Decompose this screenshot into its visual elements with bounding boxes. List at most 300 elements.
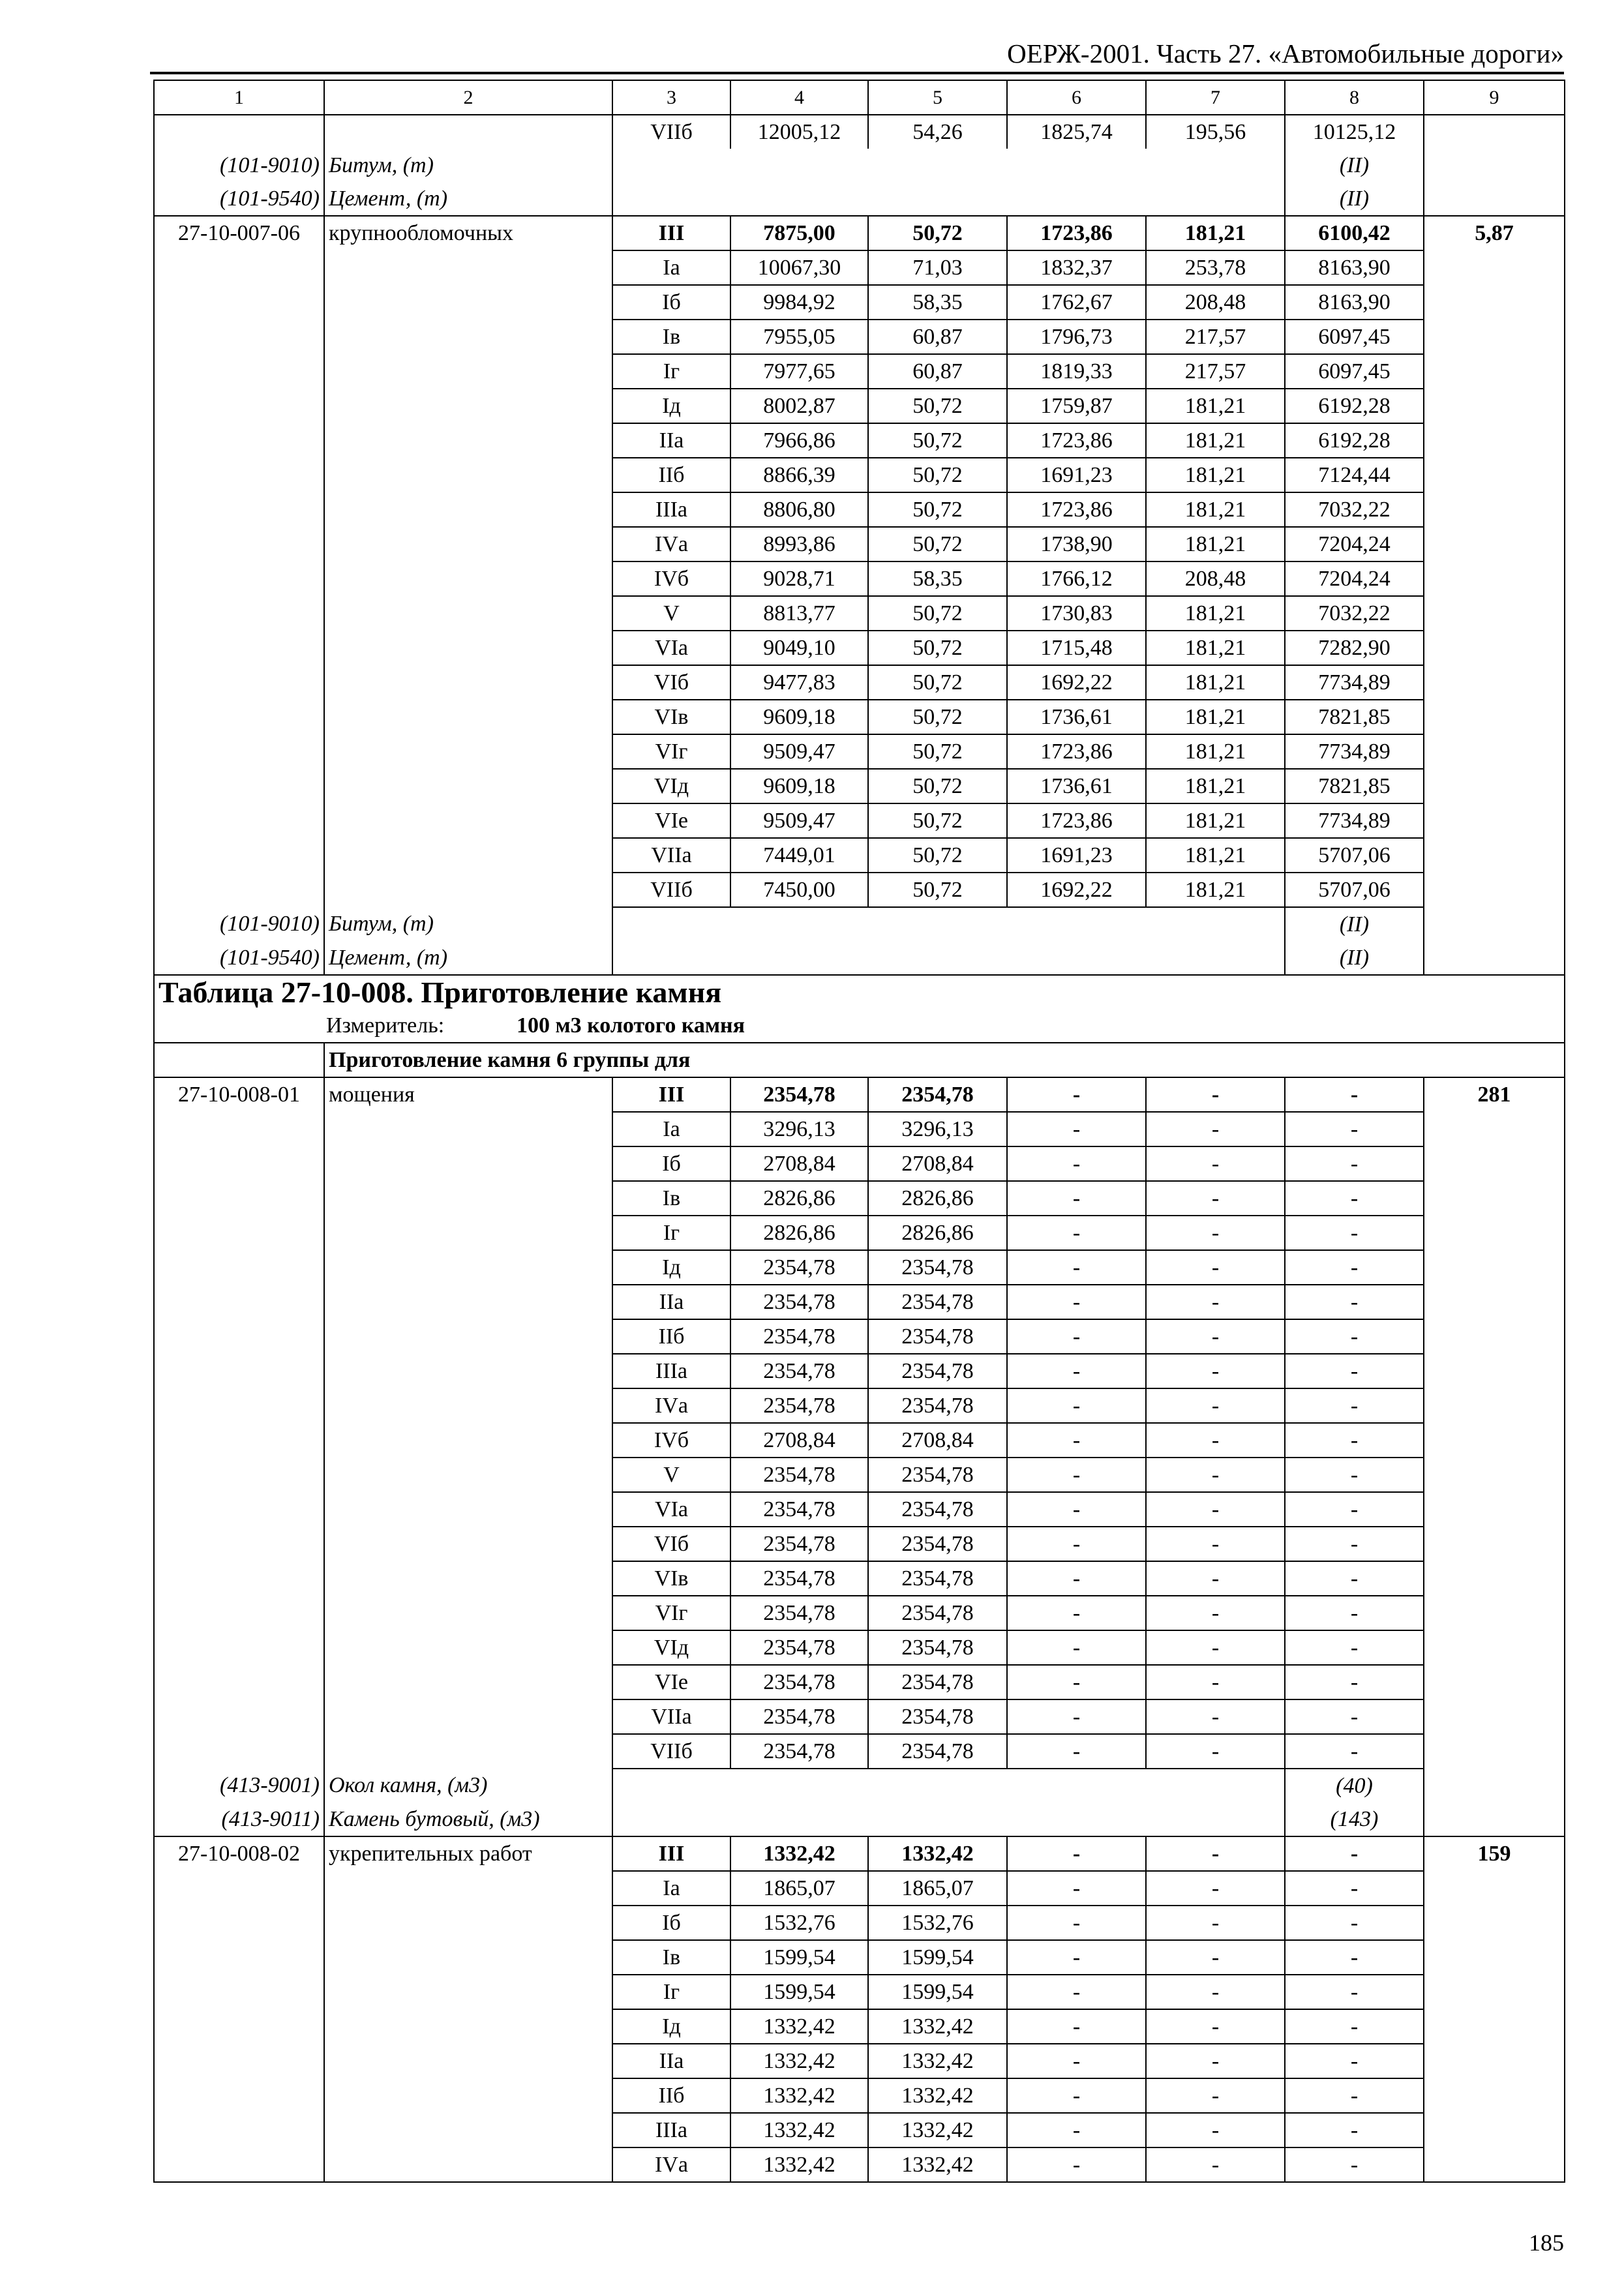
rate-row (154, 803, 1565, 838)
rate-row (154, 1975, 1565, 2009)
empty-cell (154, 1561, 324, 1596)
empty-cell (324, 1458, 612, 1492)
empty-cell (324, 250, 612, 285)
section-row (154, 1043, 1565, 1077)
rate-value: 1532,76 (730, 1906, 868, 1940)
rates-table (153, 80, 1565, 2183)
material-name: Цемент, (т) (324, 182, 612, 216)
rate-value: 7821,85 (1285, 769, 1424, 803)
rate-value: - (1146, 1077, 1285, 1112)
empty-cell (612, 149, 1285, 182)
rate-value: 58,35 (868, 285, 1007, 320)
empty-cell (154, 838, 324, 873)
zone-label: Iб (612, 1146, 730, 1181)
empty-cell (154, 631, 324, 665)
rate-row (154, 250, 1565, 285)
rate-value: 1599,54 (730, 1940, 868, 1975)
empty-cell (1424, 838, 1565, 873)
rate-value: 181,21 (1146, 873, 1285, 907)
rate-value: - (1007, 1734, 1146, 1769)
rate-value: 1692,22 (1007, 873, 1146, 907)
header-divider (150, 72, 1564, 74)
rate-value: 50,72 (868, 631, 1007, 665)
column-number: 6 (1007, 80, 1146, 115)
rate-value: - (1146, 1146, 1285, 1181)
empty-cell (154, 2147, 324, 2182)
empty-cell (324, 1906, 612, 1940)
zone-label: IVа (612, 2147, 730, 2182)
empty-cell (1424, 1388, 1565, 1423)
zone-label: VIд (612, 1630, 730, 1665)
empty-cell (324, 2078, 612, 2113)
empty-cell (324, 1871, 612, 1906)
empty-cell (324, 527, 612, 561)
rate-value: 1691,23 (1007, 458, 1146, 492)
rate-value: 217,57 (1146, 354, 1285, 389)
rate-value: 1723,86 (1007, 492, 1146, 527)
empty-cell (1424, 873, 1565, 907)
empty-cell (154, 1906, 324, 1940)
rate-row (154, 1630, 1565, 1665)
empty-cell (154, 561, 324, 596)
rate-value: 2354,78 (868, 1319, 1007, 1354)
rate-value: - (1146, 2044, 1285, 2078)
empty-cell (324, 285, 612, 320)
rate-value: - (1007, 1354, 1146, 1388)
material-name: Камень бутовый, (м3) (324, 1803, 612, 1836)
empty-cell (324, 492, 612, 527)
rate-value: 1736,61 (1007, 700, 1146, 734)
rate-value: 6097,45 (1285, 354, 1424, 389)
rate-value: - (1007, 2113, 1146, 2147)
empty-cell (154, 734, 324, 769)
table-title-row (154, 975, 1565, 1009)
material-quantity: (II) (1285, 149, 1424, 182)
zone-label: VIг (612, 1596, 730, 1630)
rate-value: 8002,87 (730, 389, 868, 423)
rate-value: 6100,42 (1285, 216, 1424, 250)
empty-cell (324, 769, 612, 803)
rate-value: 1599,54 (868, 1940, 1007, 1975)
empty-cell (154, 769, 324, 803)
rate-value: - (1007, 1699, 1146, 1734)
rate-value: 2354,78 (868, 1527, 1007, 1561)
rate-value: 50,72 (868, 423, 1007, 458)
empty-cell (612, 182, 1285, 216)
zone-label: Iб (612, 285, 730, 320)
rate-value: - (1146, 1527, 1285, 1561)
rate-value: 8806,80 (730, 492, 868, 527)
rate-row (154, 1458, 1565, 1492)
rate-row (154, 631, 1565, 665)
rate-value: 1332,42 (868, 2147, 1007, 2182)
rate-value: 50,72 (868, 389, 1007, 423)
rate-value: - (1007, 1630, 1146, 1665)
empty-cell (612, 1769, 1285, 1803)
rate-value: 1723,86 (1007, 423, 1146, 458)
rate-value: 2354,78 (730, 1319, 868, 1354)
rate-value: 12005,12 (730, 115, 868, 149)
rate-value: 2354,78 (868, 1630, 1007, 1665)
zone-label: V (612, 1458, 730, 1492)
empty-cell (1424, 1803, 1565, 1836)
rate-value: 2354,78 (868, 1665, 1007, 1699)
empty-cell (324, 1940, 612, 1975)
material-row (154, 149, 1565, 182)
rate-value: 2354,78 (730, 1527, 868, 1561)
rate-value: 7124,44 (1285, 458, 1424, 492)
rate-value: 2708,84 (868, 1146, 1007, 1181)
zone-label: VIа (612, 1492, 730, 1527)
rate-value: - (1146, 1216, 1285, 1250)
rate-value: - (1285, 2009, 1424, 2044)
empty-cell (1424, 285, 1565, 320)
zone-label: Iд (612, 1250, 730, 1285)
rate-value: - (1007, 2044, 1146, 2078)
material-row (154, 1803, 1565, 1836)
rate-value: 2354,78 (868, 1734, 1007, 1769)
rate-value: 2826,86 (868, 1216, 1007, 1250)
rate-value: 1332,42 (730, 2147, 868, 2182)
empty-cell (1424, 354, 1565, 389)
rate-row (154, 1388, 1565, 1423)
empty-cell (1424, 389, 1565, 423)
rate-value: - (1007, 1388, 1146, 1423)
rate-value: 181,21 (1146, 803, 1285, 838)
rate-name: укрепительных работ (324, 1836, 612, 1871)
rate-value: - (1007, 1871, 1146, 1906)
rate-row (154, 1250, 1565, 1285)
rate-value: - (1007, 1975, 1146, 2009)
rate-value: - (1007, 1596, 1146, 1630)
rate-value: 1865,07 (730, 1871, 868, 1906)
empty-cell (324, 2009, 612, 2044)
empty-cell (1424, 941, 1565, 975)
empty-cell (154, 1285, 324, 1319)
empty-cell (154, 1492, 324, 1527)
rate-value: 181,21 (1146, 423, 1285, 458)
rate-value: 7204,24 (1285, 527, 1424, 561)
zone-label: Iв (612, 1940, 730, 1975)
empty-cell (324, 1388, 612, 1423)
rate-value: 60,87 (868, 354, 1007, 389)
rate-value: 50,72 (868, 873, 1007, 907)
zone-label: III (612, 1836, 730, 1871)
rate-value: 7966,86 (730, 423, 868, 458)
empty-cell (154, 2078, 324, 2113)
rate-value: - (1007, 1561, 1146, 1596)
rate-value: 50,72 (868, 769, 1007, 803)
empty-cell (154, 1250, 324, 1285)
zone-label: Iд (612, 389, 730, 423)
rate-value: - (1146, 1940, 1285, 1975)
rate-value: - (1146, 2147, 1285, 2182)
rate-value: - (1285, 1975, 1424, 2009)
zone-label: VIд (612, 769, 730, 803)
rate-code: 27-10-008-02 (154, 1836, 324, 1871)
empty-cell (154, 250, 324, 285)
empty-cell (324, 1423, 612, 1458)
rate-value: 8163,90 (1285, 250, 1424, 285)
empty-cell (154, 2009, 324, 2044)
column-number: 1 (154, 80, 324, 115)
rate-value: - (1285, 1319, 1424, 1354)
empty-cell (324, 458, 612, 492)
rate-value: - (1007, 1492, 1146, 1527)
zone-label: IIб (612, 458, 730, 492)
rate-value: 181,21 (1146, 389, 1285, 423)
rate-extra: 5,87 (1424, 216, 1565, 250)
rate-value: 50,72 (868, 734, 1007, 769)
empty-cell (324, 1216, 612, 1250)
rate-value: 50,72 (868, 700, 1007, 734)
rate-row (154, 1146, 1565, 1181)
rate-value: - (1007, 1146, 1146, 1181)
rate-value: 2354,78 (868, 1077, 1007, 1112)
empty-cell (154, 1216, 324, 1250)
rate-row (154, 216, 1565, 250)
rate-value: 2354,78 (868, 1354, 1007, 1388)
empty-cell (1424, 1871, 1565, 1906)
empty-cell (324, 1734, 612, 1769)
rates-table-body (154, 80, 1565, 2182)
column-number: 2 (324, 80, 612, 115)
rate-value: - (1007, 1077, 1146, 1112)
unit-row (154, 1009, 1565, 1043)
material-code: (413-9001) (154, 1769, 324, 1803)
empty-cell (1424, 1492, 1565, 1527)
rate-value: 1332,42 (730, 2113, 868, 2147)
rate-value: - (1146, 1734, 1285, 1769)
rate-value: - (1146, 1181, 1285, 1216)
rate-row (154, 1665, 1565, 1699)
column-number-row (154, 80, 1565, 115)
rate-row (154, 1596, 1565, 1630)
rate-row (154, 700, 1565, 734)
rate-value: - (1285, 1112, 1424, 1146)
rate-value: 5707,06 (1285, 838, 1424, 873)
empty-cell (1424, 907, 1565, 941)
empty-cell (154, 1975, 324, 2009)
rate-value: - (1285, 1077, 1424, 1112)
empty-cell (1424, 1734, 1565, 1769)
rate-value: 9609,18 (730, 700, 868, 734)
page-number: 185 (1529, 2230, 1564, 2256)
rate-value: 7875,00 (730, 216, 868, 250)
empty-cell (324, 1630, 612, 1665)
rate-value: 1865,07 (868, 1871, 1007, 1906)
rate-value: - (1007, 1906, 1146, 1940)
rate-extra: 159 (1424, 1836, 1565, 1871)
rate-row (154, 354, 1565, 389)
empty-cell (154, 1423, 324, 1458)
rate-value: - (1285, 1354, 1424, 1388)
rate-value: 6097,45 (1285, 320, 1424, 354)
rate-value: 1332,42 (868, 2044, 1007, 2078)
material-row (154, 907, 1565, 941)
rate-value: 2354,78 (868, 1388, 1007, 1423)
rate-row (154, 1285, 1565, 1319)
zone-label: Iг (612, 1975, 730, 2009)
zone-label: IIа (612, 2044, 730, 2078)
unit-value: 100 м3 колотого камня (517, 1013, 745, 1038)
rate-row (154, 2113, 1565, 2147)
rate-value: 8866,39 (730, 458, 868, 492)
rate-value: 9509,47 (730, 803, 868, 838)
empty-cell (1424, 115, 1565, 149)
empty-cell (324, 354, 612, 389)
rate-value: 2826,86 (868, 1181, 1007, 1216)
zone-label: IIб (612, 2078, 730, 2113)
rate-name: крупнообломочных (324, 216, 612, 250)
empty-cell (154, 1871, 324, 1906)
rate-value: 181,21 (1146, 596, 1285, 631)
empty-cell (154, 1181, 324, 1216)
empty-cell (154, 2044, 324, 2078)
rate-value: 7032,22 (1285, 492, 1424, 527)
empty-cell (1424, 182, 1565, 216)
rate-value: - (1146, 1388, 1285, 1423)
rate-code: 27-10-007-06 (154, 216, 324, 250)
rate-value: 1332,42 (868, 2078, 1007, 2113)
rate-value: - (1146, 1665, 1285, 1699)
zone-label: VIг (612, 734, 730, 769)
empty-cell (324, 2044, 612, 2078)
rate-value: 7734,89 (1285, 734, 1424, 769)
rate-value: 181,21 (1146, 838, 1285, 873)
rate-value: 7449,01 (730, 838, 868, 873)
rate-value: 2354,78 (730, 1250, 868, 1285)
empty-cell (1424, 1354, 1565, 1388)
rate-value: 253,78 (1146, 250, 1285, 285)
rate-value: 195,56 (1146, 115, 1285, 149)
rate-value: - (1285, 1492, 1424, 1527)
rate-value: 50,72 (868, 838, 1007, 873)
empty-cell (154, 527, 324, 561)
rate-value: 1332,42 (730, 2009, 868, 2044)
rate-value: - (1285, 1146, 1424, 1181)
rate-value: 181,21 (1146, 734, 1285, 769)
rate-row (154, 838, 1565, 873)
empty-cell (154, 1458, 324, 1492)
zone-label: VIIа (612, 1699, 730, 1734)
rate-value: 2354,78 (730, 1561, 868, 1596)
rate-value: 1532,76 (868, 1906, 1007, 1940)
material-quantity: (II) (1285, 907, 1424, 941)
rate-value: - (1285, 1423, 1424, 1458)
rate-row (154, 1216, 1565, 1250)
rate-value: 9984,92 (730, 285, 868, 320)
material-quantity: (II) (1285, 941, 1424, 975)
empty-cell (324, 115, 612, 149)
rate-row (154, 596, 1565, 631)
empty-cell (324, 803, 612, 838)
rate-value: - (1285, 2078, 1424, 2113)
empty-cell (1424, 1181, 1565, 1216)
rate-value: - (1285, 2113, 1424, 2147)
rate-value: - (1146, 1871, 1285, 1906)
rate-row (154, 1527, 1565, 1561)
zone-label: VIб (612, 665, 730, 700)
zone-label: IIа (612, 423, 730, 458)
empty-cell (1424, 1665, 1565, 1699)
empty-cell (154, 803, 324, 838)
rate-value: - (1285, 1665, 1424, 1699)
rate-value: 58,35 (868, 561, 1007, 596)
rate-value: 1832,37 (1007, 250, 1146, 285)
rate-value: 1332,42 (868, 1836, 1007, 1871)
rate-value: 2354,78 (868, 1492, 1007, 1527)
rate-value: 2354,78 (730, 1354, 868, 1388)
empty-cell (154, 1734, 324, 1769)
rate-value: 1715,48 (1007, 631, 1146, 665)
rate-value: - (1007, 1319, 1146, 1354)
rate-value: - (1146, 1354, 1285, 1388)
rate-value: 1599,54 (868, 1975, 1007, 2009)
rate-value: 1332,42 (868, 2009, 1007, 2044)
rate-value: 181,21 (1146, 492, 1285, 527)
rate-value: 181,21 (1146, 665, 1285, 700)
zone-label: IVб (612, 1423, 730, 1458)
empty-cell (1424, 596, 1565, 631)
rate-value: 208,48 (1146, 561, 1285, 596)
rate-value: 2354,78 (730, 1734, 868, 1769)
rate-value: 2708,84 (730, 1423, 868, 1458)
empty-cell (324, 631, 612, 665)
rate-value: - (1007, 1940, 1146, 1975)
rate-value: 50,72 (868, 492, 1007, 527)
rate-value: - (1146, 1596, 1285, 1630)
rate-value: 10125,12 (1285, 115, 1424, 149)
empty-cell (324, 700, 612, 734)
rate-value: 2708,84 (730, 1146, 868, 1181)
rate-value: - (1285, 1836, 1424, 1871)
rate-value: - (1007, 2078, 1146, 2113)
rate-value: 2354,78 (730, 1492, 868, 1527)
empty-cell (324, 1596, 612, 1630)
empty-cell (612, 907, 1285, 941)
rate-value: - (1285, 1906, 1424, 1940)
rate-value: 2354,78 (868, 1596, 1007, 1630)
empty-cell (1424, 1699, 1565, 1734)
rate-value: 1766,12 (1007, 561, 1146, 596)
rate-value: 1723,86 (1007, 216, 1146, 250)
zone-label: VIв (612, 1561, 730, 1596)
column-number: 5 (868, 80, 1007, 115)
rate-row (154, 1319, 1565, 1354)
zone-label: Iв (612, 1181, 730, 1216)
rate-row (154, 873, 1565, 907)
section-title: Приготовление камня 6 группы для (324, 1043, 1565, 1077)
rate-value: 8813,77 (730, 596, 868, 631)
rate-value: - (1285, 1871, 1424, 1906)
empty-cell (324, 1699, 612, 1734)
empty-cell (154, 1630, 324, 1665)
empty-cell (1424, 2009, 1565, 2044)
empty-cell (324, 596, 612, 631)
rate-row (154, 1836, 1565, 1871)
empty-cell (324, 1665, 612, 1699)
rate-value: - (1146, 1458, 1285, 1492)
rate-value: 1736,61 (1007, 769, 1146, 803)
rate-value: 3296,13 (730, 1112, 868, 1146)
rate-row (154, 1423, 1565, 1458)
rate-value: 1762,67 (1007, 285, 1146, 320)
rate-value: 50,72 (868, 458, 1007, 492)
empty-cell (154, 285, 324, 320)
rate-value: 181,21 (1146, 631, 1285, 665)
rate-value: 9028,71 (730, 561, 868, 596)
